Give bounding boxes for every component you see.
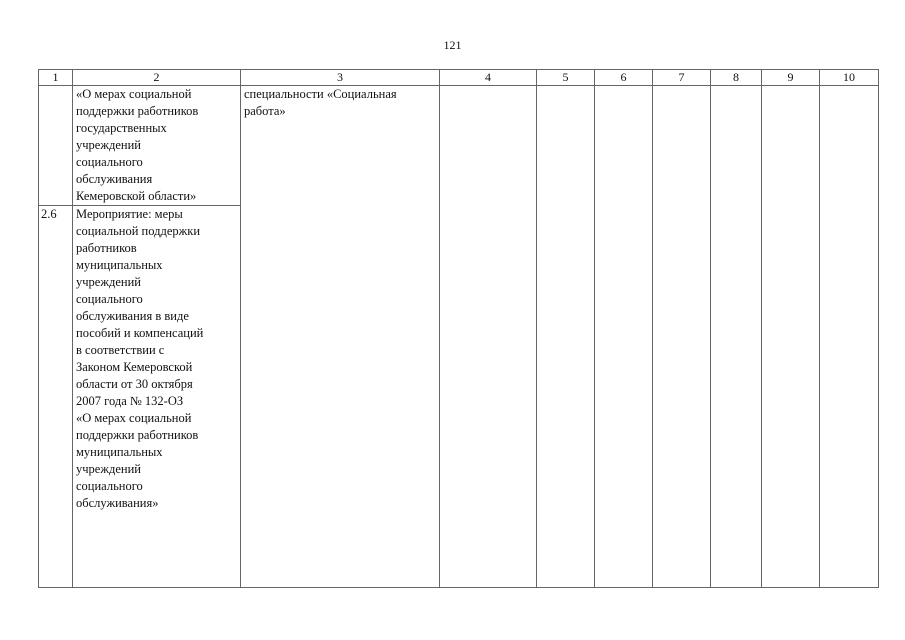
header-col-8: 8 xyxy=(711,70,762,86)
header-col-5: 5 xyxy=(537,70,595,86)
header-col-7: 7 xyxy=(653,70,711,86)
row-col-10 xyxy=(820,86,879,588)
header-col-6: 6 xyxy=(595,70,653,86)
page-number: 121 xyxy=(443,38,462,52)
table-row xyxy=(39,86,879,206)
header-col-4: 4 xyxy=(440,70,537,86)
row-col-4 xyxy=(440,86,537,588)
header-row xyxy=(39,70,879,86)
header-col-1: 1 xyxy=(39,70,73,86)
row-col-5 xyxy=(537,86,595,588)
header-col-9: 9 xyxy=(762,70,820,86)
row-description: Мероприятие: меры социальной поддержки работников муниципальных учреждений социального обслуживания в виде пособий и компенсаций в соответствии с Законом Кемеровской области от 30 октября 2007 года № 132-ОЗ «О мерах социальной поддержки работников муниципальных учреждений социального обслуживания» xyxy=(73,206,241,588)
row-description: «О мерах социальной поддержки работников государственных учреждений социального обслуживания Кемеровской области» xyxy=(73,86,241,206)
row-col-7 xyxy=(653,86,711,588)
row-col-3: специальности «Социальная работа» xyxy=(241,86,440,588)
row-col-6 xyxy=(595,86,653,588)
header-col-10: 10 xyxy=(820,70,879,86)
row-number: 2.6 xyxy=(39,206,73,588)
program-table xyxy=(38,69,879,588)
header-col-2: 2 xyxy=(73,70,241,86)
row-col-9 xyxy=(762,86,820,588)
header-col-3: 3 xyxy=(241,70,440,86)
row-col-8 xyxy=(711,86,762,588)
row-number xyxy=(39,86,73,206)
